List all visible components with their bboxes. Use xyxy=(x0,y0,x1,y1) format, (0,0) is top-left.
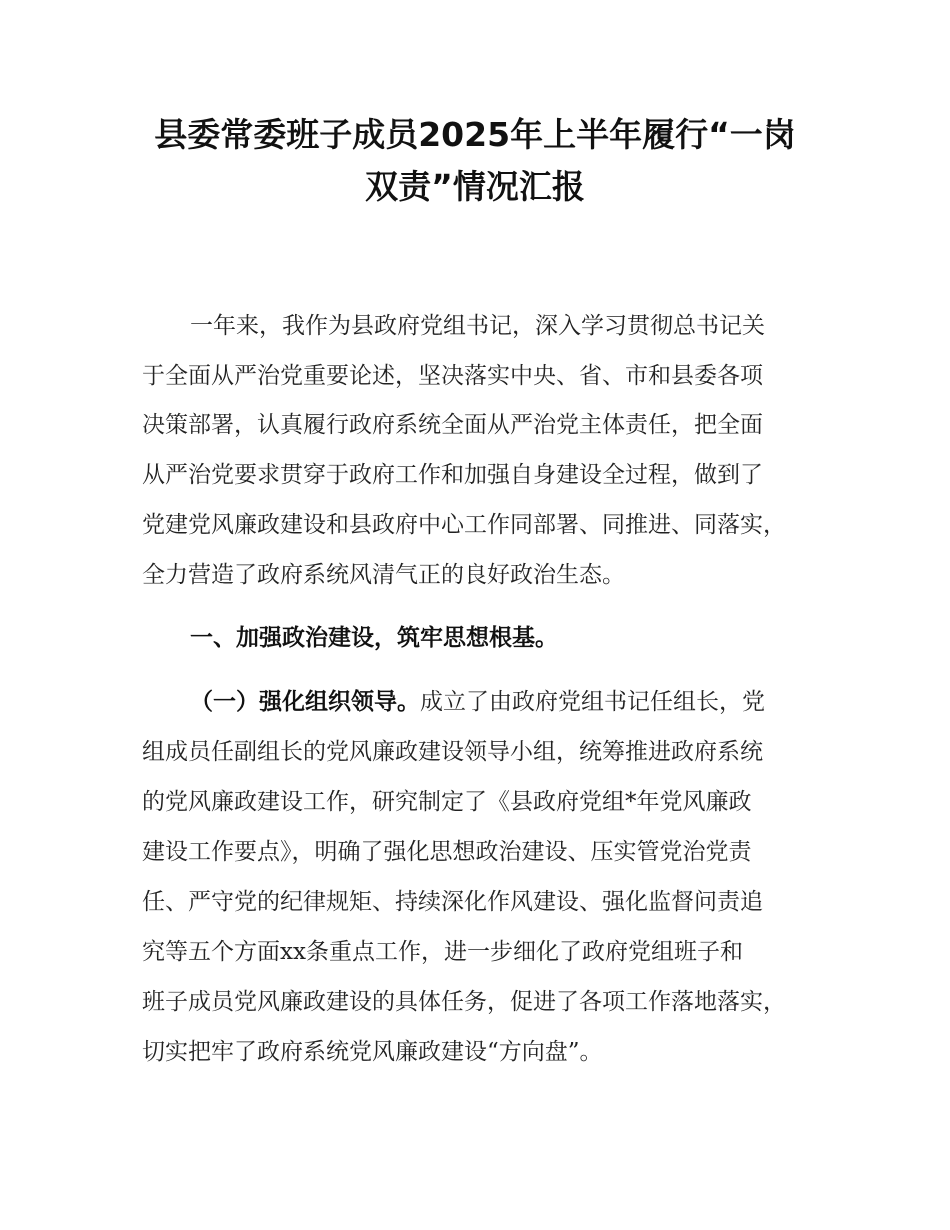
subsection-1-line: 组成员任副组长的党风廉政建设领导小组，统筹推进政府系统 xyxy=(142,739,763,765)
section-1-heading: 一、加强政治建设，筑牢思想根基。 xyxy=(190,625,558,651)
intro-paragraph-line: 一年来，我作为县政府党组书记，深入学习贯彻总书记关 xyxy=(190,313,765,339)
intro-paragraph-line: 全力营造了政府系统风清气正的良好政治生态。 xyxy=(142,562,625,588)
intro-paragraph-line: 党建党风廉政建设和县政府中心工作同部署、同推进、同落实， xyxy=(142,512,786,538)
intro-paragraph-line: 从严治党要求贯穿于政府工作和加强自身建设全过程，做到了 xyxy=(142,462,763,488)
subsection-1-line: 的党风廉政建设工作，研究制定了《县政府党组*年党风廉政 xyxy=(142,789,752,815)
subsection-1-line: 切实把牢了政府系统党风廉政建设“方向盘”。 xyxy=(142,1039,603,1065)
subsection-1-label: （一）强化组织领导。 xyxy=(190,689,420,715)
document-title-line-2: 双责”情况汇报 xyxy=(365,167,585,206)
subsection-1-line: 建设工作要点》，明确了强化思想政治建设、压实管党治党责 xyxy=(142,839,752,865)
subsection-1-line: 班子成员党风廉政建设的具体任务，促进了各项工作落地落实， xyxy=(142,989,786,1015)
document-title-line-1: 县委常委班子成员2025年上半年履行“一岗 xyxy=(154,115,796,154)
subsection-1-line: 究等五个方面xx条重点工作，进一步细化了政府党组班子和 xyxy=(142,939,743,965)
intro-paragraph-line: 于全面从严治党重要论述，坚决落实中央、省、市和县委各项 xyxy=(142,363,763,389)
subsection-1-first-line-text: 成立了由政府党组书记任组长，党 xyxy=(420,689,765,715)
subsection-1-first-line xyxy=(190,687,765,717)
subsection-1-line: 任、严守党的纪律规矩、持续深化作风建设、强化监督问责追 xyxy=(142,889,763,915)
intro-paragraph-line: 决策部署，认真履行政府系统全面从严治党主体责任，把全面 xyxy=(142,412,763,438)
